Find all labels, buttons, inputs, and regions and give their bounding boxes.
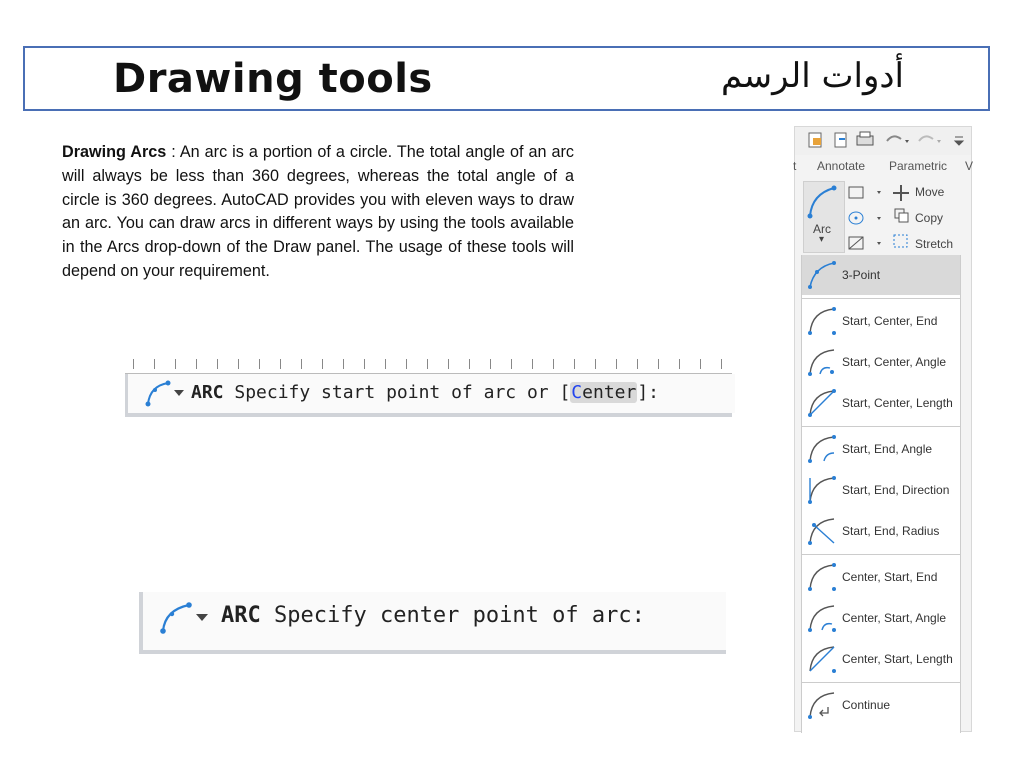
arc-ribbon-panel (794, 126, 972, 732)
menu-item-center-start-end[interactable] (802, 557, 960, 597)
stretch-tool[interactable]: Stretch (915, 237, 954, 251)
paragraph-term: Drawing Arcs (62, 143, 167, 161)
command-line-center-point (139, 592, 726, 654)
arc-start-center-end-icon (806, 305, 838, 337)
arc-3-point-icon (806, 259, 838, 291)
arc-icon (804, 182, 844, 222)
command-name: ARC (191, 382, 224, 403)
center-option-rest: enter (582, 382, 637, 403)
arc-dropdown-menu (801, 255, 961, 733)
tab-partial-view[interactable]: V (965, 159, 974, 173)
arc-center-start-angle-icon (806, 602, 838, 634)
menu-item-continue[interactable] (802, 685, 960, 725)
arc-start-center-angle-icon (806, 346, 838, 378)
menu-item-label: Start, End, Radius (842, 524, 940, 538)
menu-item-start-end-direction[interactable] (802, 470, 960, 510)
command-line-start-point (125, 357, 732, 417)
arc-center-start-length-icon (806, 643, 838, 675)
tab-partial[interactable]: t (793, 159, 797, 173)
page-title-arabic: أدوات الرسم (721, 56, 904, 96)
modify-icons (891, 183, 911, 253)
menu-item-center-start-length[interactable] (802, 639, 960, 679)
prompt-text: Specify center point of arc: (260, 603, 645, 628)
arc-center-start-end-icon (806, 561, 838, 593)
menu-item-label: Start, End, Direction (842, 483, 950, 497)
chevron-down-icon: ▾ (819, 234, 825, 245)
arc-continue-icon (806, 689, 838, 721)
quick-access-toolbar (795, 127, 971, 155)
command-name: ARC (221, 603, 261, 628)
command-strip (125, 374, 735, 413)
arc-start-end-radius-icon (806, 515, 838, 547)
center-option-key: C (571, 382, 583, 403)
menu-item-start-end-radius[interactable] (802, 511, 960, 551)
draw-modify-tools (795, 177, 971, 255)
move-tool[interactable]: Move (915, 185, 945, 199)
arc-command-icon[interactable] (142, 378, 188, 408)
menu-item-label: Start, Center, Length (842, 396, 953, 410)
menu-item-start-center-length[interactable] (802, 383, 960, 423)
menu-item-start-end-angle[interactable] (802, 429, 960, 469)
title-box (23, 46, 990, 111)
menu-item-label: Center, Start, Angle (842, 611, 947, 625)
tab-parametric[interactable]: Parametric (889, 159, 948, 173)
ruler (125, 357, 732, 374)
description-paragraph (62, 141, 574, 284)
page-title: Drawing tools (113, 56, 433, 102)
menu-item-label: Continue (842, 698, 891, 712)
menu-item-label: 3-Point (842, 268, 881, 282)
paragraph-text: : An arc is a portion of a circle. The total angle of an arc will always be less than 360 degrees, whereas the total angle of a circle is 360 degrees. AutoCAD provides you with eleven ways to draw an arc. You can draw arcs in different ways by using the tools available in the Arcs drop-down of the Draw panel. The usage of these tools will depend on your requirement. (62, 143, 574, 280)
arc-start-center-length-icon (806, 387, 838, 419)
copy-tool[interactable]: Copy (915, 211, 944, 225)
center-option[interactable] (570, 382, 637, 403)
arc-start-end-direction-icon (806, 474, 838, 506)
menu-item-label: Start, Center, End (842, 314, 938, 328)
ribbon-tabs (793, 155, 974, 177)
prompt-text: Specify start point of arc or [ (223, 382, 571, 403)
menu-item-3-point[interactable] (802, 255, 960, 295)
command-prompt-1 (191, 382, 659, 403)
menu-item-start-center-angle[interactable] (802, 342, 960, 382)
menu-item-label: Center, Start, Length (842, 652, 953, 666)
arc-start-end-angle-icon (806, 433, 838, 465)
draw-small-icons[interactable] (845, 181, 889, 255)
tab-annotate[interactable]: Annotate (817, 159, 866, 173)
arc-button-label: Arc (813, 222, 831, 236)
menu-item-label: Start, End, Angle (842, 442, 933, 456)
prompt-end: ]: (637, 382, 660, 403)
menu-item-center-start-angle[interactable] (802, 598, 960, 638)
arc-command-icon[interactable] (157, 600, 213, 636)
menu-item-label: Start, Center, Angle (842, 355, 947, 369)
menu-item-label: Center, Start, End (842, 570, 938, 584)
command-prompt-2 (221, 603, 645, 628)
quick-access-icons[interactable] (795, 127, 973, 155)
arc-dropdown-button[interactable] (803, 181, 845, 253)
menu-item-start-center-end[interactable] (802, 301, 960, 341)
